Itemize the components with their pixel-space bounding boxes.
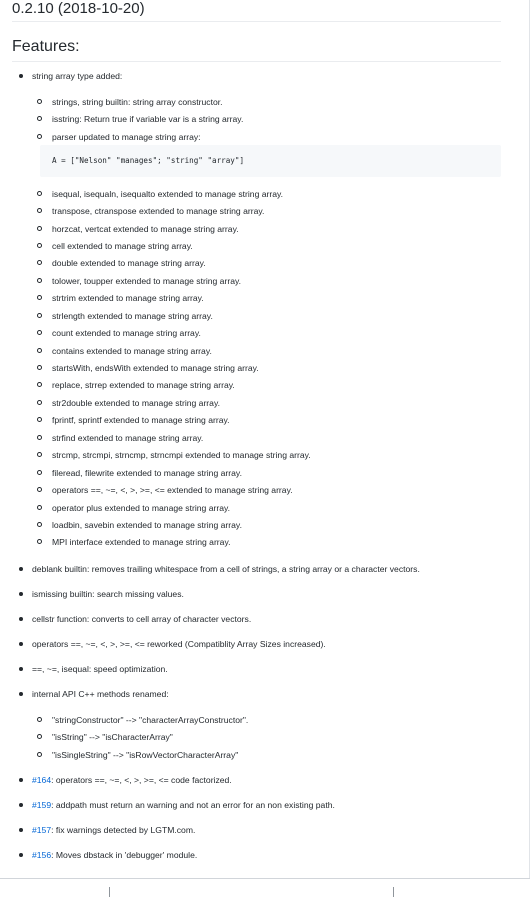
issue-text: : operators ==, ~=, <, >, >=, <= code factorized.	[51, 775, 232, 785]
sub-list-item: parser updated to manage string array:	[52, 132, 201, 142]
sub-list-item: cell extended to manage string array.	[52, 241, 193, 251]
sub-list-item: double extended to manage string array.	[52, 258, 206, 268]
list-bullet	[19, 667, 23, 671]
sub-list-bullet	[37, 539, 42, 544]
sub-list-bullet	[37, 243, 42, 248]
footer-separator	[109, 887, 110, 897]
sub-list-item: str2double extended to manage string array.	[52, 398, 220, 408]
title-divider	[12, 21, 501, 22]
sub-list-bullet	[37, 487, 42, 492]
list-item: operators ==, ~=, <, >, >=, <= reworked (Compatiblity Array Sizes increased).	[32, 639, 326, 649]
sub-list-bullet	[37, 260, 42, 265]
issue-link-159[interactable]: #159	[32, 800, 52, 810]
issue-text: : addpath must return an warning and not an error for an non existing path.	[51, 800, 335, 810]
footer-separator	[393, 887, 394, 897]
sub-list-item: "isSingleString" --> "isRowVectorCharacterArray"	[52, 750, 239, 760]
sub-list-bullet	[37, 400, 42, 405]
sub-list-bullet	[37, 278, 42, 283]
sub-list-item: transpose, ctranspose extended to manage string array.	[52, 206, 265, 216]
list-item: ismissing builtin: search missing values.	[32, 589, 184, 599]
sub-list-item: tolower, toupper extended to manage string array.	[52, 276, 242, 286]
sub-list-item: strfind extended to manage string array.	[52, 433, 204, 443]
sub-list-item: fprintf, sprintf extended to manage string array.	[52, 415, 230, 425]
sub-list-bullet	[37, 452, 42, 457]
sub-list-bullet	[37, 208, 42, 213]
footer-divider	[0, 878, 530, 879]
sub-list-item: contains extended to manage string array.	[52, 346, 212, 356]
list-bullet	[19, 617, 23, 621]
list-item-string-array: string array type added:	[32, 71, 123, 81]
sub-list-bullet	[37, 313, 42, 318]
sub-list-bullet	[37, 752, 42, 757]
sub-list-bullet	[37, 134, 42, 139]
sub-list-bullet	[37, 365, 42, 370]
issue-item	[32, 774, 232, 786]
sub-list-bullet	[37, 505, 42, 510]
sub-list-item: "isString" --> "isCharacterArray"	[52, 732, 173, 742]
issue-link-157[interactable]: #157	[32, 825, 52, 835]
sub-list-item: strings, string builtin: string array constructor.	[52, 97, 223, 107]
code-block	[40, 145, 501, 177]
list-bullet	[19, 642, 23, 646]
sub-list-item: count extended to manage string array.	[52, 328, 201, 338]
sub-list-item: operators ==, ~=, <, >, >=, <= extended to manage string array.	[52, 485, 293, 495]
sub-list-item: operator plus extended to manage string array.	[52, 503, 231, 513]
list-item: cellstr function: converts to cell array of character vectors.	[32, 614, 252, 624]
code-example: A = ["Nelson" "manages"; "string" "array"]	[52, 156, 245, 165]
list-bullet	[19, 692, 23, 696]
issue-text: : fix warnings detected by LGTM.com.	[51, 825, 196, 835]
sub-list-item: horzcat, vertcat extended to manage string array.	[52, 224, 239, 234]
sub-list-item: MPI interface extended to manage string array.	[52, 537, 231, 547]
issue-link-164[interactable]: #164	[32, 775, 52, 785]
sub-list-item: strlength extended to manage string array.	[52, 311, 213, 321]
features-heading: Features:	[12, 38, 80, 55]
sub-list-bullet	[37, 734, 42, 739]
sub-list-item: loadbin, savebin extended to manage string array.	[52, 520, 242, 530]
sub-list-bullet	[37, 522, 42, 527]
sub-list-bullet	[37, 295, 42, 300]
version-title: 0.2.10 (2018-10-20)	[12, 0, 145, 17]
issue-item	[32, 799, 335, 811]
sub-list-bullet	[37, 99, 42, 104]
issue-text: : Moves dbstack in 'debugger' module.	[51, 850, 198, 860]
sub-list-bullet	[37, 226, 42, 231]
sub-list-item: startsWith, endsWith extended to manage string array.	[52, 363, 259, 373]
sub-list-bullet	[37, 116, 42, 121]
sub-list-bullet	[37, 435, 42, 440]
list-item-api-renamed: internal API C++ methods renamed:	[32, 689, 169, 699]
sub-list-bullet	[37, 330, 42, 335]
list-bullet	[19, 592, 23, 596]
list-item: deblank builtin: removes trailing whitespace from a cell of strings, a string array or a character vectors.	[32, 564, 420, 574]
list-bullet	[19, 828, 23, 832]
sub-list-bullet	[37, 348, 42, 353]
sub-list-item: fileread, filewrite extended to manage string array.	[52, 468, 242, 478]
list-bullet	[19, 567, 23, 571]
list-item: ==, ~=, isequal: speed optimization.	[32, 664, 168, 674]
list-bullet	[19, 803, 23, 807]
issue-link-156[interactable]: #156	[32, 850, 52, 860]
sub-list-bullet	[37, 417, 42, 422]
features-divider	[12, 61, 501, 62]
sub-list-bullet	[37, 717, 42, 722]
sub-list-bullet	[37, 382, 42, 387]
sub-list-item: "stringConstructor" --> "characterArrayConstructor".	[52, 715, 249, 725]
sub-list-item: replace, strrep extended to manage string array.	[52, 380, 235, 390]
sub-list-bullet	[37, 191, 42, 196]
sub-list-bullet	[37, 470, 42, 475]
issue-item	[32, 824, 195, 836]
sub-list-item: isstring: Return true if variable var is a string array.	[52, 114, 244, 124]
sub-list-item: isequal, isequaln, isequalto extended to manage string array.	[52, 189, 284, 199]
list-bullet	[19, 853, 23, 857]
list-bullet	[19, 74, 23, 78]
sub-list-item: strtrim extended to manage string array.	[52, 293, 204, 303]
sub-list-item: strcmp, strcmpi, strncmp, strncmpi extended to manage string array.	[52, 450, 311, 460]
list-bullet	[19, 778, 23, 782]
issue-item	[32, 849, 197, 861]
